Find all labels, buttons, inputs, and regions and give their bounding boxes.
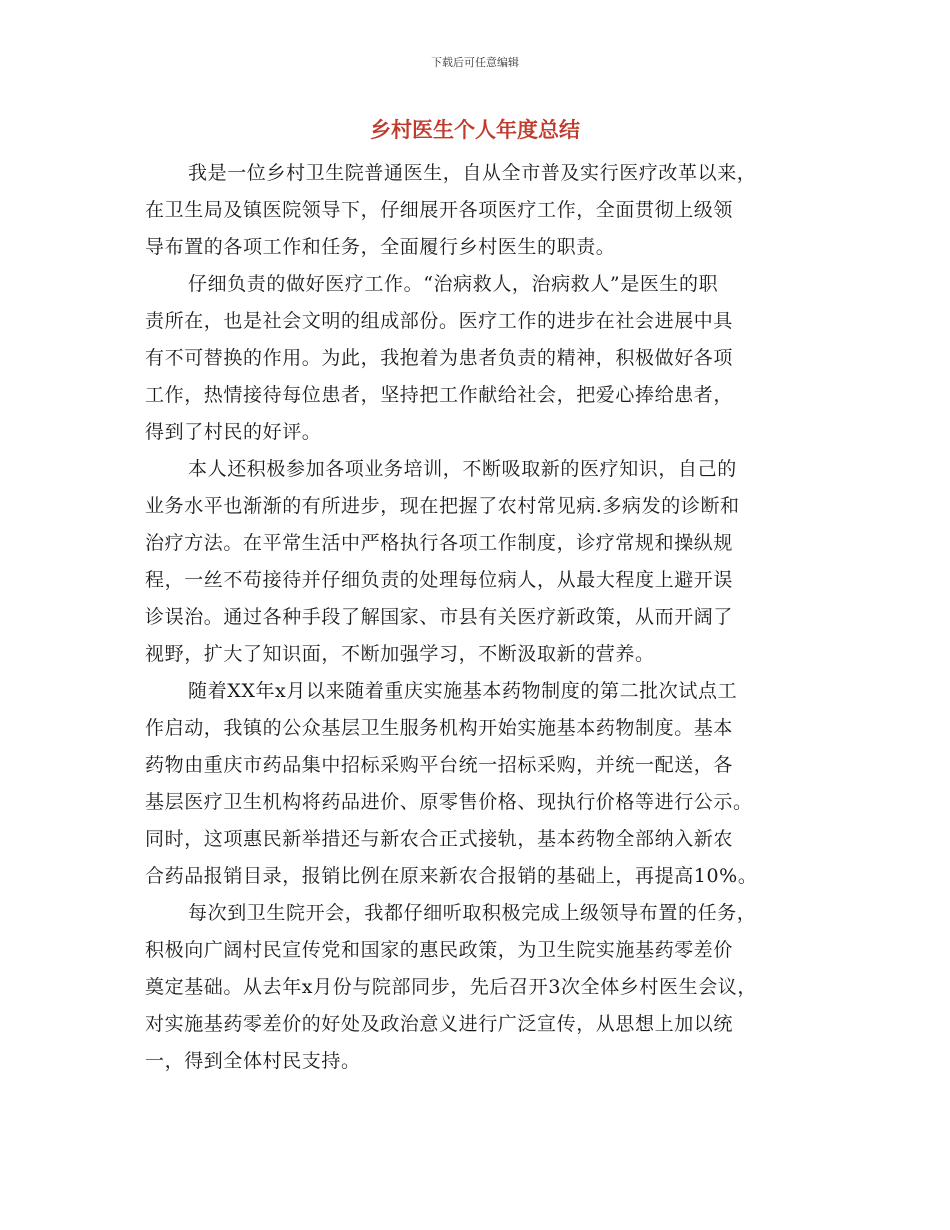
paragraph-line: 仔细负责的做好医疗工作。“治病救人，治病救人”是医生的职 bbox=[188, 273, 719, 295]
paragraph-line: 有不可替换的作用。为此，我抱着为患者负责的精神，积极做好各项 bbox=[145, 347, 734, 369]
paragraph-line: 对实施基药零差价的好处及政治意义进行广泛宣传，从思想上加以统 bbox=[145, 1013, 734, 1035]
paragraph-line: 责所在，也是社会文明的组成部份。医疗工作的进步在社会进展中具 bbox=[145, 310, 734, 332]
paragraph-line: 一，得到全体村民支持。 bbox=[145, 1050, 361, 1072]
paragraph-line: 基层医疗卫生机构将药品进价、原零售价格、现执行价格等进行公示。 bbox=[145, 791, 753, 813]
paragraph-line: 积极向广阔村民宣传党和国家的惠民政策，为卫生院实施基药零差价 bbox=[145, 939, 734, 961]
paragraph bbox=[145, 266, 825, 451]
paragraph-line: 作启动，我镇的公众基层卫生服务机构开始实施基本药物制度。基本 bbox=[145, 717, 734, 739]
paragraph bbox=[145, 451, 825, 673]
paragraph-line: 视野，扩大了知识面，不断加强学习，不断汲取新的营养。 bbox=[145, 643, 655, 665]
paragraph-line: 本人还积极参加各项业务培训，不断吸取新的医疗知识，自己的 bbox=[188, 458, 737, 480]
paragraph-line: 合药品报销目录，报销比例在原来新农合报销的基础上，再提高10%。 bbox=[145, 865, 758, 887]
document-body bbox=[145, 155, 825, 1080]
paragraph-line: 得到了村民的好评。 bbox=[145, 421, 322, 443]
paragraph bbox=[145, 895, 825, 1080]
paragraph-line: 每次到卫生院开会，我都仔细听取积极完成上级领导布置的任务， bbox=[188, 902, 757, 924]
paragraph-line: 我是一位乡村卫生院普通医生，自从全市普及实行医疗改革以来， bbox=[188, 162, 757, 184]
paragraph-line: 同时，这项惠民新举措还与新农合正式接轨，基本药物全部纳入新农 bbox=[145, 828, 734, 850]
paragraph bbox=[145, 155, 825, 266]
paragraph-line: 随着XX年x月以来随着重庆实施基本药物制度的第二批次试点工 bbox=[188, 680, 738, 702]
paragraph-line: 治疗方法。在平常生活中严格执行各项工作制度，诊疗常规和操纵规 bbox=[145, 532, 734, 554]
paragraph-line: 诊误治。通过各种手段了解国家、市县有关医疗新政策，从而开阔了 bbox=[145, 606, 734, 628]
paragraph-line: 导布置的各项工作和任务，全面履行乡村医生的职责。 bbox=[145, 236, 616, 258]
paragraph-line: 在卫生局及镇医院领导下，仔细展开各项医疗工作，全面贯彻上级领 bbox=[145, 199, 734, 221]
paragraph-line: 程，一丝不苟接待并仔细负责的处理每位病人，从最大程度上避开误 bbox=[145, 569, 734, 591]
page-header: 下载后可任意编辑 bbox=[431, 56, 519, 69]
paragraph-line: 奠定基础。从去年x月份与院部同步，先后召开3次全体乡村医生会议， bbox=[145, 976, 758, 998]
paragraph-line: 业务水平也渐渐的有所进步，现在把握了农村常见病.多病发的诊断和 bbox=[145, 495, 740, 517]
paragraph bbox=[145, 673, 825, 895]
paragraph-line: 药物由重庆市药品集中招标采购平台统一招标采购，并统一配送，各 bbox=[145, 754, 734, 776]
document-title: 乡村医生个人年度总结 bbox=[370, 118, 580, 142]
paragraph-line: 工作，热情接待每位患者，坚持把工作献给社会，把爱心捧给患者， bbox=[145, 384, 734, 406]
